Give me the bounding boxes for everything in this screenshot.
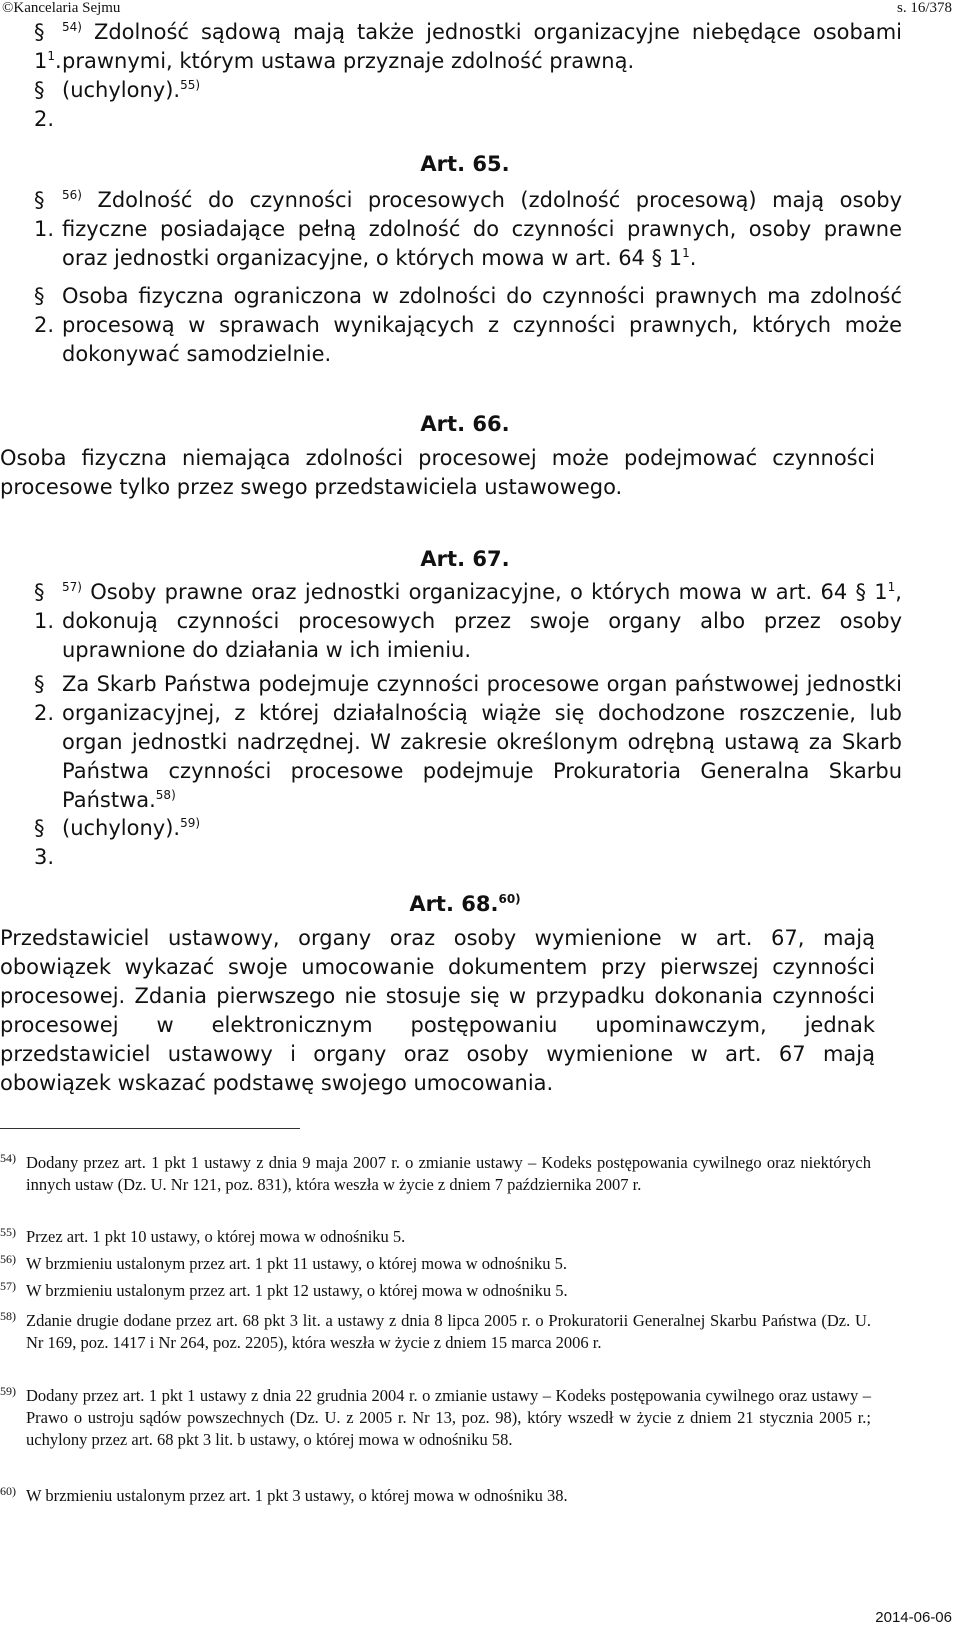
footnote-mark: 59)	[0, 1384, 16, 1398]
footnote-ref: 55)	[180, 78, 201, 92]
footnote-mark: 60)	[0, 1484, 16, 1498]
footnote-ref: 54)	[62, 20, 82, 34]
article-title: Art. 68.$^{60)}$	[409, 892, 521, 916]
footnote-mark: 57)	[0, 1279, 16, 1293]
paragraph-text: Zdolność do czynności procesowych (zdolność procesową) mają osoby fizyczne posiadające pełną zdolność do czynności prawnych, osoby prawne oraz jednostki organizacyjne, o których mowa w art. 64 § 1	[62, 188, 902, 270]
superscript: 1	[887, 580, 896, 594]
footnote-text: W brzmieniu ustalonym przez art. 1 pkt 11 ustawy, o której mowa w odnośniku 5.	[26, 1254, 568, 1273]
par-number: § 2.	[34, 284, 55, 337]
footnote-text: Zdanie drugie dodane przez art. 68 pkt 3 lit. a ustawy z dnia 8 lipca 2005 r. o Prokuratorii Generalnej Skarbu Państwa (Dz. U. Nr 169, poz. 1417 i Nr 264, poz. 2205), która weszła w życie z dniem 15 marca 2006 r.	[26, 1311, 871, 1352]
footer-date: 2014-06-06	[875, 1609, 952, 1626]
article-title: Art. 66.	[420, 412, 510, 436]
footnote-text: Przez art. 1 pkt 10 ustawy, o której mowa w odnośniku 5.	[26, 1227, 406, 1246]
header-source: ©Kancelaria Sejmu	[2, 0, 121, 16]
par-number: § 2.	[34, 78, 55, 131]
footnote-ref: 60)	[498, 892, 521, 906]
footnote-ref: 56)	[62, 188, 82, 202]
footnote-mark: 54)	[0, 1151, 16, 1165]
paragraph-text: (uchylony).	[62, 816, 181, 840]
paragraph-text: Przedstawiciel ustawowy, organy oraz osoby wymienione w art. 67, mają obowiązek wykazać swoje umocowanie dokumentem przy pierwszej czynności procesowej. Zdania pierwszego nie stosuje się w przypadku dokonania czynności procesowej w elektronicznym postępowaniu upominawczym, jednak przedstawiciel ustawowy i organy oraz osoby wymienione w art. 67 mają obowiązek wskazać podstawę swojego umocowania.	[0, 926, 875, 1095]
par-number: § 3.	[34, 816, 55, 869]
par-number: § 1.	[34, 580, 55, 633]
par-number: § 1.	[34, 188, 55, 241]
footnote-text: Dodany przez art. 1 pkt 1 ustawy z dnia 9 maja 2007 r. o zmianie ustawy – Kodeks postępowania cywilnego oraz niektórych innych ustaw (Dz. U. Nr 121, poz. 831), która weszła w życie z dniem 7 października 2007 r.	[26, 1153, 871, 1194]
article-title: Art. 67.	[420, 547, 510, 571]
header-page-number: s. 16/378	[896, 0, 952, 16]
footnote-text: Dodany przez art. 1 pkt 1 ustawy z dnia 22 grudnia 2004 r. o zmianie ustawy – Kodeks postępowania cywilnego oraz ustawy – Prawo o ustroju sądów powszechnych (Dz. U. z 2005 r. Nr 13, poz. 98), który wszedł w życie z dniem 21 stycznia 2005 r.; uchylony przez art. 68 pkt 3 lit. b ustawy, o której mowa w odnośniku 58.	[26, 1386, 871, 1449]
footnote-mark: 56)	[0, 1252, 16, 1266]
footnote-mark: 58)	[0, 1309, 16, 1323]
footnote-mark: 55)	[0, 1225, 16, 1239]
footnote-text: W brzmieniu ustalonym przez art. 1 pkt 12 ustawy, o której mowa w odnośniku 5.	[26, 1281, 568, 1300]
paragraph-text: Osoby prawne oraz jednostki organizacyjne, o których mowa w art. 64 § 1	[90, 580, 888, 604]
paragraph-text: (uchylony).	[62, 78, 181, 102]
paragraph-text: Osoba fizyczna niemająca zdolności procesowej może podejmować czynności procesowe tylko przez swego przedstawiciela ustawowego.	[0, 446, 875, 499]
paragraph-text: Osoba fizyczna ograniczona w zdolności do czynności prawnych ma zdolność procesową w sprawach wynikających z czynności prawnych, których może dokonywać samodzielnie.	[62, 284, 902, 366]
paragraph-text: Zdolność sądową mają także jednostki organizacyjne niebędące osobami prawnymi, którym ustawa przyznaje zdolność prawną.	[62, 20, 902, 73]
article-title: Art. 65.	[420, 152, 510, 176]
footnote-ref: 57)	[62, 580, 82, 594]
paragraph-text: Za Skarb Państwa podejmuje czynności procesowe organ państwowej jednostki organizacyjnej, z której działalnością wiąże się dochodzone roszczenie, lub organ jednostki nadrzędnej. W zakresie określonym odrębną ustawą za Skarb Państwa czynności procesowe podejmuje Prokuratoria Generalna Skarbu Państwa.	[62, 672, 902, 812]
footnote-separator	[0, 1128, 300, 1129]
superscript: 1	[47, 49, 56, 63]
footnote-text: W brzmieniu ustalonym przez art. 1 pkt 3 ustawy, o której mowa w odnośniku 38.	[26, 1486, 568, 1505]
par-number: § 1	[34, 20, 48, 73]
par-number: § 2.	[34, 672, 55, 725]
footnote-ref: 58)	[155, 788, 176, 802]
superscript: 1	[682, 246, 690, 260]
footnote-ref: 59)	[180, 816, 201, 830]
